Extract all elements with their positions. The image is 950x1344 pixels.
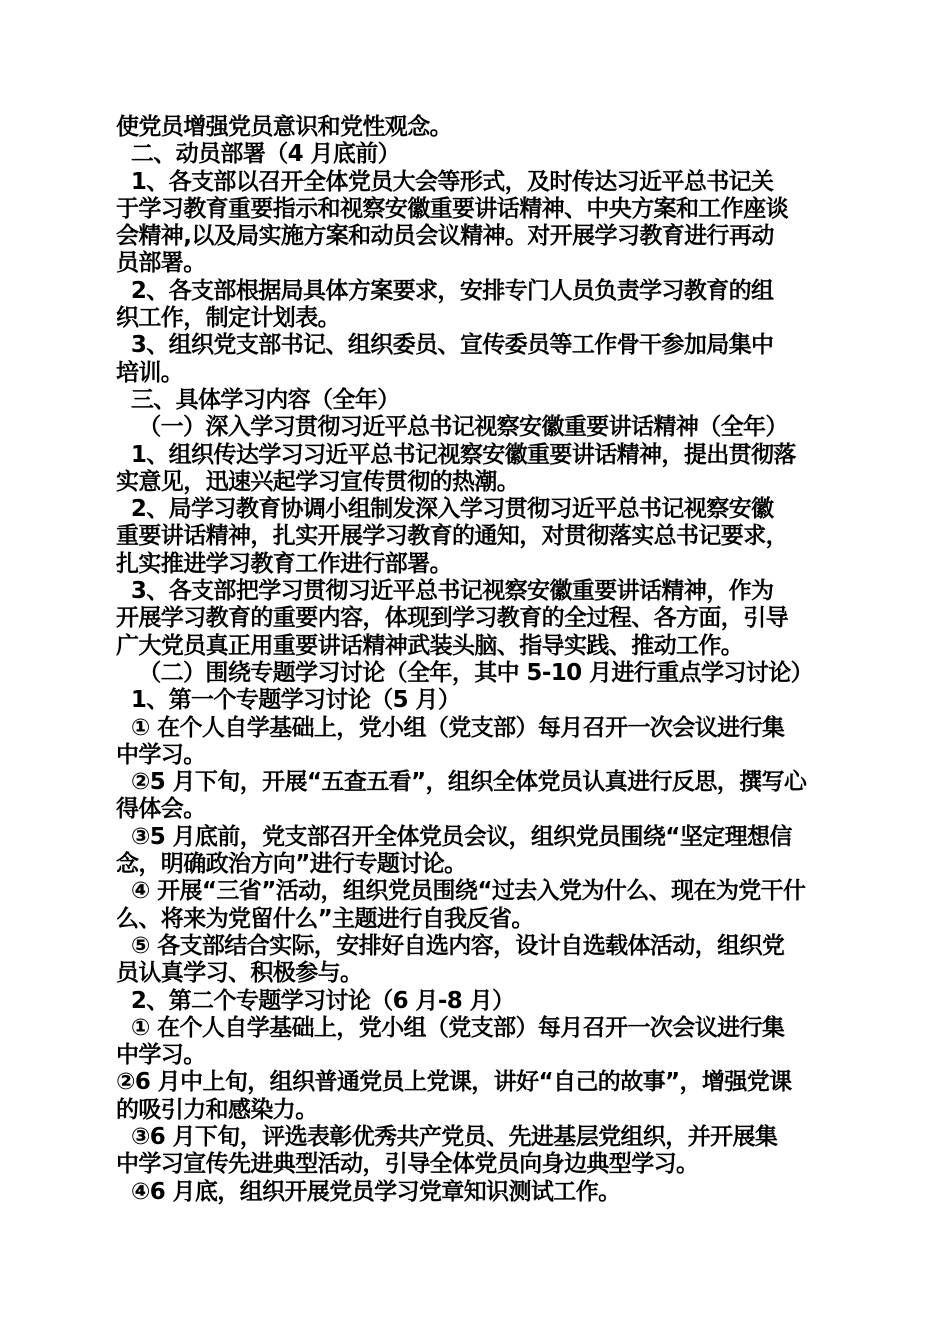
text-line: ④6 月底，组织开展党员学习党章知识测试工作。 xyxy=(116,1178,621,1205)
text-line: 么、将来为党留什么”主题进行自我反省。 xyxy=(116,905,534,932)
text-line: 3、组织党支部书记、组织委员、宣传委员等工作骨干参加局集中 xyxy=(116,332,774,359)
text-line: ②6 月中上旬，组织普通党员上党课，讲好“自己的故事”，增强党课 xyxy=(116,1069,792,1096)
text-line: 员部署。 xyxy=(116,250,206,277)
section-heading: 三、具体学习内容（全年） xyxy=(116,386,400,413)
text-line: 2、各支部根据局具体方案要求，安排专门人员负责学习教育的组 xyxy=(116,277,774,304)
text-line: 1、第一个专题学习讨论（5 月） xyxy=(116,687,461,714)
subsection-heading: （二）围绕专题学习讨论（全年，其中 5-10 月进行重点学习讨论） xyxy=(116,659,813,686)
text-line: 中学习。 xyxy=(116,741,206,768)
text-line: 中学习。 xyxy=(116,1042,206,1069)
text-line: ②5 月下旬，开展“五查五看”，组织全体党员认真进行反思，撰写心 xyxy=(116,769,807,796)
text-line: 使党员增强党员意识和党性观念。 xyxy=(116,114,453,140)
text-line: 1、各支部以召开全体党员大会等形式，及时传达习近平总书记关 xyxy=(116,168,774,195)
subsection-heading: （一）深入学习贯彻习近平总书记视察安徽重要讲话精神（全年） xyxy=(116,414,788,441)
text-line: ① 在个人自学基础上，党小组（党支部）每月召开一次会议进行集 xyxy=(116,1014,785,1041)
text-line: 1、组织传达学习习近平总书记视察安徽重要讲话精神，提出贯彻落 xyxy=(116,441,796,468)
text-line: 员认真学习、积极参与。 xyxy=(116,960,363,987)
text-line: ① 在个人自学基础上，党小组（党支部）每月召开一次会议进行集 xyxy=(116,714,785,741)
text-line: 于学习教育重要指示和视察安徽重要讲话精神、中央方案和工作座谈 xyxy=(116,195,789,222)
text-line: 广大党员真正用重要讲话精神武装头脑、指导实践、推动工作。 xyxy=(116,632,744,659)
text-line: 重要讲话精神，扎实开展学习教育的通知，对贯彻落实总书记要求， xyxy=(116,523,789,550)
text-line: 2、第二个专题学习讨论（6 月-8 月） xyxy=(116,987,515,1014)
text-line: 2、局学习教育协调小组制发深入学习贯彻习近平总书记视察安徽 xyxy=(116,496,774,523)
document-page xyxy=(116,114,846,1206)
text-line: 3、各支部把学习贯彻习近平总书记视察安徽重要讲话精神，作为 xyxy=(116,578,774,605)
text-line: 的吸引力和感染力。 xyxy=(116,1096,318,1123)
text-line: 会精神,以及局实施方案和动员会议精神。对开展学习教育进行再动 xyxy=(116,223,774,250)
text-line: ③5 月底前，党支部召开全体党员会议，组织党员围绕“坚定理想信 xyxy=(116,823,792,850)
text-line: 念，明确政治方向”进行专题讨论。 xyxy=(116,851,467,878)
text-line: ③6 月下旬，评选表彰优秀共产党员、先进基层党组织，并开展集 xyxy=(116,1123,778,1150)
text-line: 中学习宣传先进典型活动，引导全体党员向身边典型学习。 xyxy=(116,1151,699,1178)
text-line: ⑤ 各支部结合实际，安排好自选内容，设计自选载体活动，组织党 xyxy=(116,932,785,959)
section-heading: 二、动员部署（4 月底前） xyxy=(116,141,401,168)
text-line: 得体会。 xyxy=(116,796,206,823)
text-line: ④ 开展“三省”活动，组织党员围绕“过去入党为什么、现在为党干什 xyxy=(116,878,806,905)
text-line: 开展学习教育的重要内容，体现到学习教育的全过程、各方面，引导 xyxy=(116,605,789,632)
text-line: 织工作，制定计划表。 xyxy=(116,305,341,332)
text-line: 培训。 xyxy=(116,359,184,386)
text-line: 扎实推进学习教育工作进行部署。 xyxy=(116,550,453,577)
text-line: 实意见，迅速兴起学习宣传贯彻的热潮。 xyxy=(116,468,520,495)
